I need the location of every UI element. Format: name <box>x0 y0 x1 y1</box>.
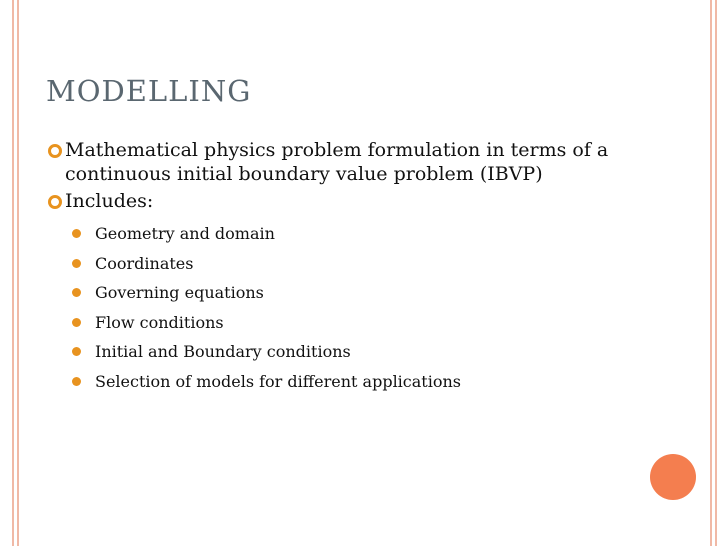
slide-content <box>46 138 626 397</box>
ring-bullet-icon <box>48 144 62 158</box>
sub-bullet-item <box>46 337 626 367</box>
sub-bullet-text: Selection of models for different applications <box>95 371 461 391</box>
bullet-item <box>46 189 626 213</box>
dot-bullet-icon <box>72 259 81 268</box>
sub-bullet-item <box>46 278 626 308</box>
dot-bullet-icon <box>72 229 81 238</box>
dot-bullet-icon <box>72 288 81 297</box>
bullet-text: Includes: <box>65 190 154 212</box>
dot-bullet-icon <box>72 318 81 327</box>
sub-bullet-item <box>46 219 626 249</box>
bullet-text: Mathematical physics problem formulation in terms of a continuous initial boundary value problem (IBVP) <box>65 139 609 185</box>
sub-bullet-text: Governing equations <box>95 283 264 303</box>
left-border-line-inner <box>17 0 19 546</box>
sub-bullet-list <box>46 219 626 397</box>
sub-bullet-text: Geometry and domain <box>95 224 275 243</box>
dot-bullet-icon <box>72 347 81 356</box>
right-border-line-inner <box>710 0 712 546</box>
slide-title: MODELLING <box>46 74 252 108</box>
dot-bullet-icon <box>72 377 81 386</box>
sub-bullet-item <box>46 249 626 279</box>
sub-bullet-text: Initial and Boundary conditions <box>95 342 351 362</box>
bullet-item <box>46 138 626 186</box>
sub-bullet-text: Coordinates <box>95 253 194 273</box>
left-border-line <box>12 0 14 546</box>
ring-bullet-icon <box>48 195 62 209</box>
right-border-line <box>715 0 717 546</box>
decorative-circle <box>650 454 696 500</box>
sub-bullet-text: Flow conditions <box>95 312 224 332</box>
sub-bullet-item <box>46 308 626 338</box>
sub-bullet-item <box>46 367 626 397</box>
